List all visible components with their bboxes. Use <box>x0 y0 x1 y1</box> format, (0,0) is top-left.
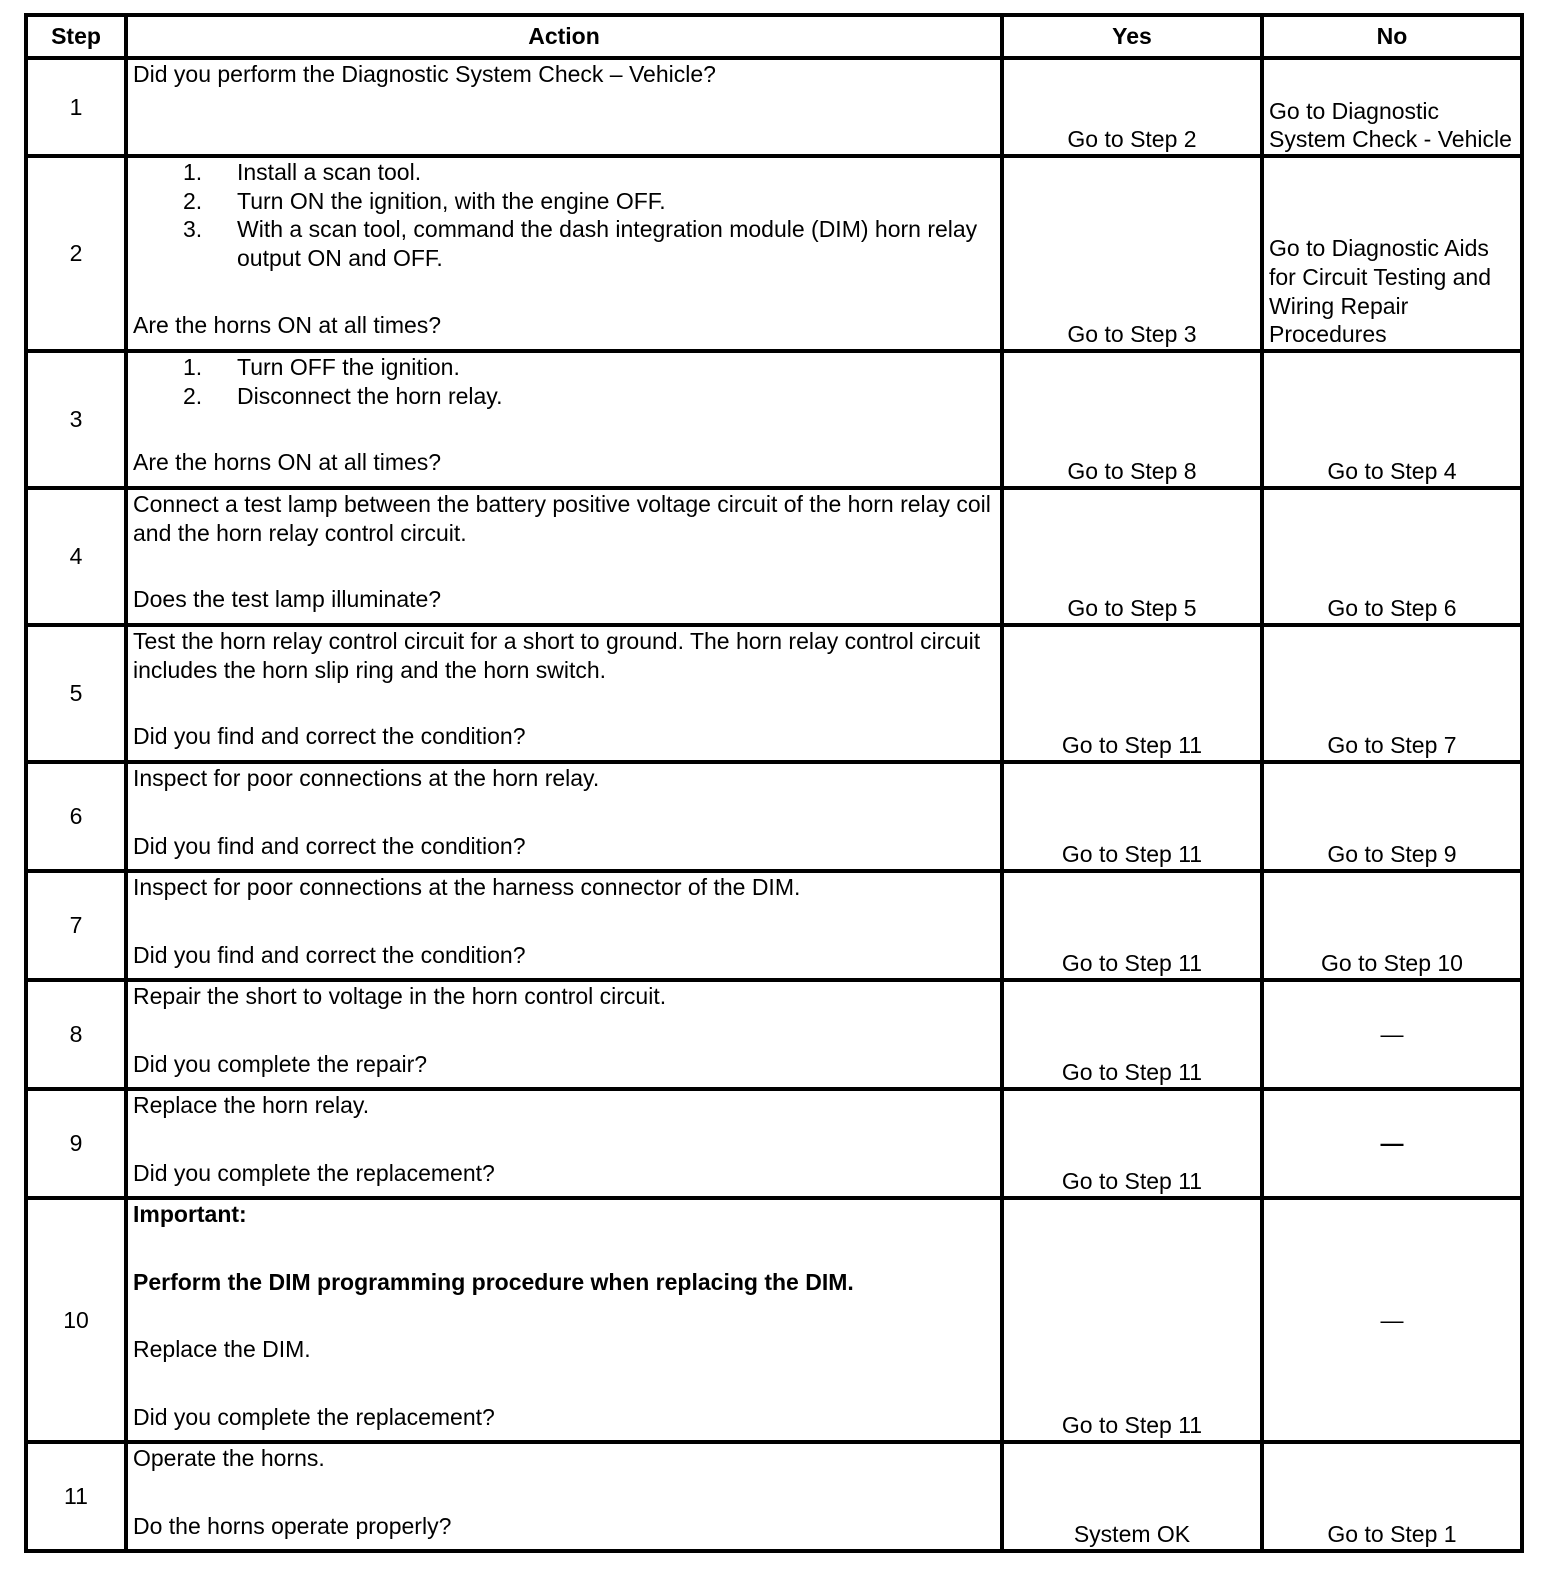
action-question: Did you complete the replacement? <box>133 1159 495 1186</box>
no-cell: — <box>1262 1198 1522 1442</box>
table-row <box>26 1089 1522 1198</box>
yes-cell: Go to Step 3 <box>1002 156 1262 351</box>
no-cell: Go to Step 4 <box>1262 351 1522 488</box>
action-question: Does the test lamp illuminate? <box>133 586 442 613</box>
header-action: Action <box>126 15 1002 58</box>
action-question: Did you complete the replacement? <box>133 1404 495 1431</box>
action-cell <box>126 58 1002 156</box>
step-number: 1 <box>26 58 126 156</box>
spacer <box>133 1120 995 1159</box>
step-number: 8 <box>26 980 126 1089</box>
yes-cell: Go to Step 11 <box>1002 1198 1262 1442</box>
header-yes: Yes <box>1002 15 1262 58</box>
action-cell <box>126 625 1002 762</box>
spacer <box>133 547 995 585</box>
action-cell <box>126 1442 1002 1551</box>
action-text: Replace the DIM. <box>133 1336 311 1363</box>
spacer <box>133 684 995 722</box>
list-item: 1. Turn OFF the ignition. <box>183 354 460 380</box>
no-cell: — <box>1262 980 1522 1089</box>
step-number: 2 <box>26 156 126 351</box>
table-row <box>26 871 1522 980</box>
action-text: Did you perform the Diagnostic System Check – Vehicle? <box>133 61 716 87</box>
no-cell: Go to Step 6 <box>1262 488 1522 625</box>
action-cell <box>126 1198 1002 1442</box>
step-number: 3 <box>26 351 126 488</box>
spacer <box>133 1011 995 1050</box>
important-text: Perform the DIM programming procedure when replacing the DIM. <box>133 1268 854 1295</box>
no-cell: Go to Diagnostic System Check - Vehicle <box>1262 58 1522 156</box>
action-question: Are the horns ON at all times? <box>133 311 442 338</box>
table-row <box>26 625 1522 762</box>
action-cell <box>126 1089 1002 1198</box>
action-question: Did you complete the repair? <box>133 1050 428 1077</box>
table-row <box>26 762 1522 871</box>
action-text: Operate the horns. <box>133 1445 325 1471</box>
no-cell: Go to Step 9 <box>1262 762 1522 871</box>
list-item: 3. With a scan tool, command the dash integration module (DIM) horn relay output ON and OFF. <box>183 216 978 272</box>
no-cell: Go to Step 10 <box>1262 871 1522 980</box>
yes-cell: Go to Step 11 <box>1002 625 1262 762</box>
header-step: Step <box>26 15 126 58</box>
action-cell <box>126 762 1002 871</box>
action-text: Inspect for poor connections at the harness connector of the DIM. <box>133 874 801 900</box>
table-row <box>26 488 1522 625</box>
no-cell: Go to Diagnostic Aids for Circuit Testing and Wiring Repair Procedures <box>1262 156 1522 351</box>
action-text: Connect a test lamp between the battery positive voltage circuit of the horn relay coil and the horn relay control circuit. <box>133 491 991 546</box>
yes-cell: Go to Step 11 <box>1002 1089 1262 1198</box>
table-row <box>26 980 1522 1089</box>
step-number: 5 <box>26 625 126 762</box>
spacer <box>133 1364 995 1403</box>
action-list <box>133 353 995 410</box>
action-list <box>133 158 995 273</box>
list-item: 1. Install a scan tool. <box>183 159 422 185</box>
action-question: Are the horns ON at all times? <box>133 449 442 476</box>
spacer <box>133 1296 995 1335</box>
action-text: Repair the short to voltage in the horn control circuit. <box>133 983 667 1009</box>
yes-cell: Go to Step 11 <box>1002 762 1262 871</box>
table-row <box>26 1198 1522 1442</box>
table-row <box>26 351 1522 488</box>
step-number: 4 <box>26 488 126 625</box>
action-question: Did you find and correct the condition? <box>133 941 526 968</box>
yes-cell: Go to Step 11 <box>1002 980 1262 1089</box>
spacer <box>133 1473 995 1512</box>
header-no: No <box>1262 15 1522 58</box>
action-cell <box>126 351 1002 488</box>
diagnostic-table <box>24 13 1524 1553</box>
action-cell <box>126 156 1002 351</box>
yes-cell: Go to Step 11 <box>1002 871 1262 980</box>
yes-cell: Go to Step 2 <box>1002 58 1262 156</box>
yes-cell: Go to Step 8 <box>1002 351 1262 488</box>
step-number: 9 <box>26 1089 126 1198</box>
step-number: 10 <box>26 1198 126 1442</box>
spacer <box>133 410 995 448</box>
spacer <box>133 273 995 311</box>
yes-cell: System OK <box>1002 1442 1262 1551</box>
table-row <box>26 1442 1522 1551</box>
step-number: 7 <box>26 871 126 980</box>
no-cell: — <box>1262 1089 1522 1198</box>
action-cell <box>126 980 1002 1089</box>
action-text: Test the horn relay control circuit for a short to ground. The horn relay control circuit includes the horn slip ring and the horn switch. <box>133 628 981 683</box>
action-question: Did you find and correct the condition? <box>133 723 526 750</box>
list-item: 2. Turn ON the ignition, with the engine OFF. <box>183 187 666 214</box>
action-text: Inspect for poor connections at the horn relay. <box>133 765 600 791</box>
no-cell: Go to Step 1 <box>1262 1442 1522 1551</box>
step-number: 6 <box>26 762 126 871</box>
no-cell: Go to Step 7 <box>1262 625 1522 762</box>
action-cell <box>126 488 1002 625</box>
list-item: 2. Disconnect the horn relay. <box>183 382 503 409</box>
action-question: Do the horns operate properly? <box>133 1512 452 1539</box>
action-question: Did you find and correct the condition? <box>133 832 526 859</box>
yes-cell: Go to Step 5 <box>1002 488 1262 625</box>
important-label: Important: <box>133 1201 247 1227</box>
spacer <box>133 902 995 941</box>
action-text: Replace the horn relay. <box>133 1092 370 1118</box>
header-row <box>26 15 1522 58</box>
table-row <box>26 58 1522 156</box>
spacer <box>133 793 995 832</box>
action-cell <box>126 871 1002 980</box>
table-row <box>26 156 1522 351</box>
spacer <box>133 1229 995 1268</box>
step-number: 11 <box>26 1442 126 1551</box>
